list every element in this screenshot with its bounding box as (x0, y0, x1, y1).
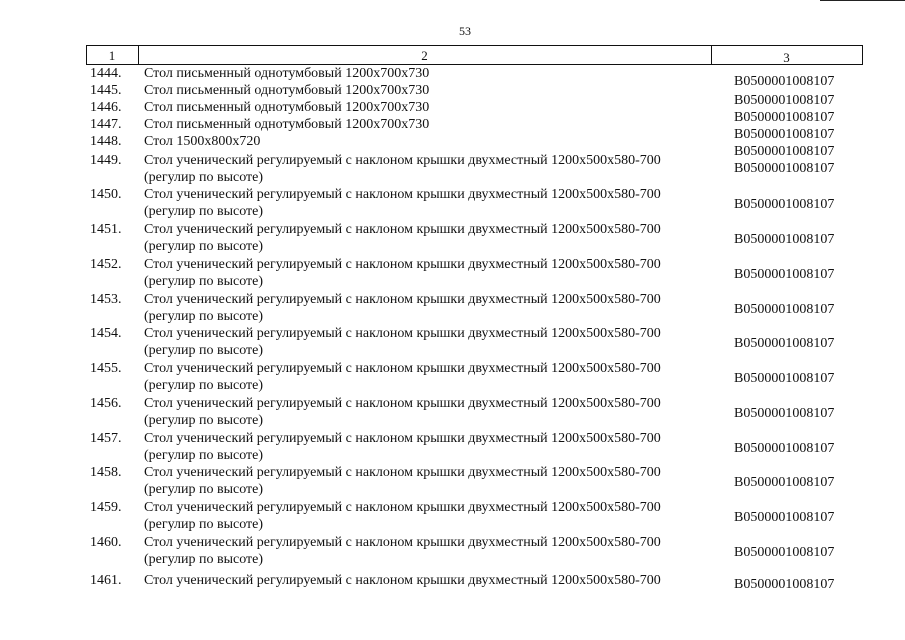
row-number: 1457. (90, 431, 122, 446)
row-code: B0500001008107 (734, 144, 835, 159)
row-description (144, 99, 724, 116)
description-line: (регулир по высоте) (144, 482, 264, 497)
description-line: (регулир по высоте) (144, 413, 264, 428)
row-number: 1459. (90, 500, 122, 515)
row-code: B0500001008107 (734, 545, 835, 560)
row-description (144, 360, 724, 394)
row-description (144, 499, 724, 533)
description-line: Стол ученический регулируемый с наклоном крышки двухместный 1200х500х580-700 (144, 257, 661, 272)
description-line: (регулир по высоте) (144, 170, 264, 185)
row-description (144, 65, 724, 82)
row-code: B0500001008107 (734, 406, 835, 421)
row-number: 1455. (90, 361, 122, 376)
row-number: 1453. (90, 292, 122, 307)
row-description (144, 82, 724, 99)
row-description (144, 291, 724, 325)
row-number: 1448. (90, 134, 122, 149)
description-line: Стол ученический регулируемый с наклоном крышки двухместный 1200х500х580-700 (144, 573, 661, 588)
row-number: 1444. (90, 66, 122, 81)
description-line: (регулир по высоте) (144, 343, 264, 358)
description-line: (регулир по высоте) (144, 309, 264, 324)
row-code: B0500001008107 (734, 302, 835, 317)
row-description (144, 221, 724, 255)
row-code: B0500001008107 (734, 127, 835, 142)
header-col-2: 2 (421, 48, 428, 63)
row-number: 1446. (90, 100, 122, 115)
description-line: (регулир по высоте) (144, 239, 264, 254)
description-line: Стол ученический регулируемый с наклоном крышки двухместный 1200х500х580-700 (144, 222, 661, 237)
row-description (144, 325, 724, 359)
description-line: Стол письменный однотумбовый 1200х700х730 (144, 100, 430, 115)
header-col-3: 3 (783, 50, 790, 65)
row-code: B0500001008107 (734, 510, 835, 525)
row-number: 1452. (90, 257, 122, 272)
row-code: B0500001008107 (734, 161, 835, 176)
row-number: 1456. (90, 396, 122, 411)
row-description (144, 464, 724, 498)
description-line: Стол ученический регулируемый с наклоном крышки двухместный 1200х500х580-700 (144, 361, 661, 376)
description-line: Стол письменный однотумбовый 1200х700х730 (144, 83, 430, 98)
row-description (144, 256, 724, 290)
description-line: (регулир по высоте) (144, 204, 264, 219)
description-line: Стол ученический регулируемый с наклоном крышки двухместный 1200х500х580-700 (144, 326, 661, 341)
row-code: B0500001008107 (734, 197, 835, 212)
description-line: Стол ученический регулируемый с наклоном крышки двухместный 1200х500х580-700 (144, 292, 661, 307)
description-line: Стол ученический регулируемый с наклоном крышки двухместный 1200х500х580-700 (144, 431, 661, 446)
description-line: (регулир по высоте) (144, 448, 264, 463)
description-line: (регулир по высоте) (144, 378, 264, 393)
row-number: 1445. (90, 83, 122, 98)
row-number: 1458. (90, 465, 122, 480)
description-line: Стол письменный однотумбовый 1200х700х730 (144, 66, 430, 81)
row-description (144, 430, 724, 464)
row-code: B0500001008107 (734, 441, 835, 456)
row-description (144, 152, 724, 186)
description-line: (регулир по высоте) (144, 274, 264, 289)
row-number: 1451. (90, 222, 122, 237)
row-description (144, 572, 724, 589)
row-code: B0500001008107 (734, 577, 835, 592)
description-line: (регулир по высоте) (144, 552, 264, 567)
row-code: B0500001008107 (734, 336, 835, 351)
row-number: 1450. (90, 187, 122, 202)
description-line: Стол ученический регулируемый с наклоном крышки двухместный 1200х500х580-700 (144, 187, 661, 202)
row-code: B0500001008107 (734, 93, 835, 108)
description-line: Стол письменный однотумбовый 1200х700х730 (144, 117, 430, 132)
row-code: B0500001008107 (734, 267, 835, 282)
description-line: Стол ученический регулируемый с наклоном крышки двухместный 1200х500х580-700 (144, 535, 661, 550)
description-line: Стол ученический регулируемый с наклоном крышки двухместный 1200х500х580-700 (144, 153, 661, 168)
row-number: 1449. (90, 153, 122, 168)
row-number: 1460. (90, 535, 122, 550)
row-code: B0500001008107 (734, 475, 835, 490)
row-description (144, 133, 724, 150)
row-code: B0500001008107 (734, 232, 835, 247)
row-description (144, 395, 724, 429)
description-line: Стол ученический регулируемый с наклоном крышки двухместный 1200х500х580-700 (144, 465, 661, 480)
row-number: 1447. (90, 117, 122, 132)
row-number: 1461. (90, 573, 122, 588)
description-line: Стол 1500х800х720 (144, 134, 261, 149)
row-description (144, 116, 724, 133)
row-code: B0500001008107 (734, 371, 835, 386)
row-number: 1454. (90, 326, 122, 341)
description-line: Стол ученический регулируемый с наклоном крышки двухместный 1200х500х580-700 (144, 396, 661, 411)
row-description (144, 186, 724, 220)
page-number: 53 (459, 24, 471, 38)
description-line: (регулир по высоте) (144, 517, 264, 532)
row-code: B0500001008107 (734, 110, 835, 125)
row-code: B0500001008107 (734, 74, 835, 89)
row-description (144, 534, 724, 568)
header-col-1: 1 (108, 48, 116, 63)
description-line: Стол ученический регулируемый с наклоном крышки двухместный 1200х500х580-700 (144, 500, 661, 515)
